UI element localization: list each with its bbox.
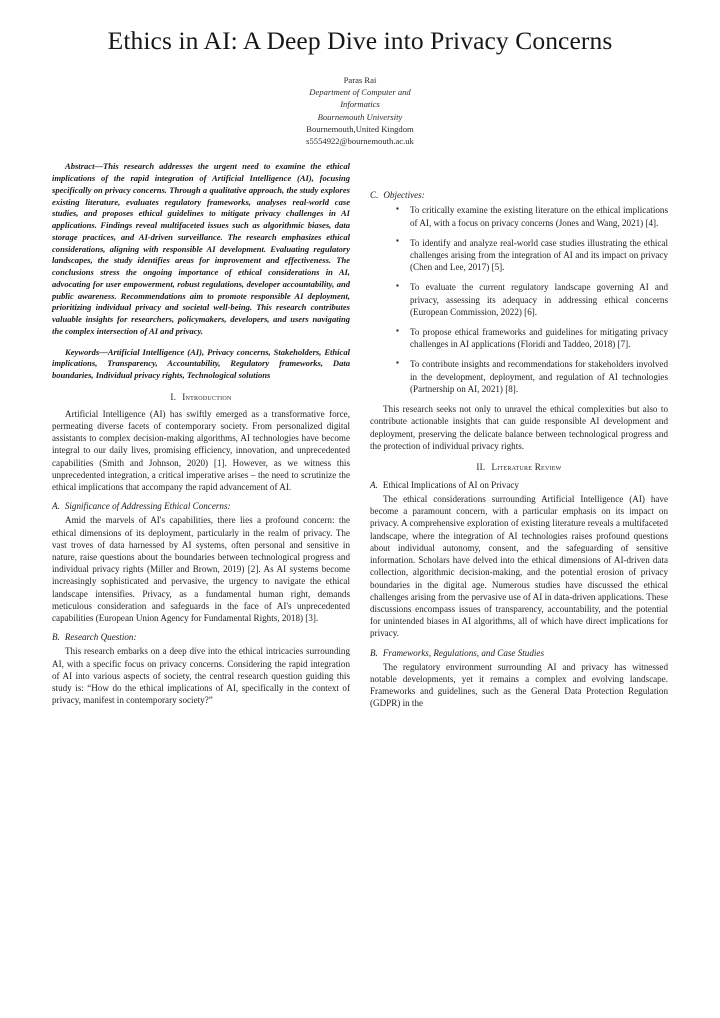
subsection-letter: A. bbox=[370, 480, 378, 491]
paragraph-research-question-1: This research embarks on a deep dive into the ethical intricacies surrounding AI, with a specific focus on privacy concerns. Considering the rapid integration of AI into various aspects of society, the central research question guiding this study is: “How do the ethical implications of AI, specifically in the context of privacy, manifest in contemporary society?” bbox=[52, 646, 350, 706]
subsection-heading-objectives bbox=[370, 190, 668, 200]
list-item bbox=[396, 325, 668, 350]
right-column bbox=[370, 161, 668, 716]
list-item bbox=[396, 357, 668, 395]
section-heading-literature-review bbox=[370, 462, 668, 472]
section-numeral: II. bbox=[476, 462, 486, 473]
author-department-line2: Informatics bbox=[340, 99, 380, 110]
abstract-label: Abstract— bbox=[65, 161, 103, 172]
subsection-title: Frameworks, Regulations, and Case Studies bbox=[382, 647, 544, 658]
paragraph-significance-1: Amid the marvels of AI's capabilities, there lies a profound concern: the ethical dimensions of its deployment, particularly in the realm of privacy. The vast troves of data harnessed by AI systems, often personal and sensitive in nature, raise questions about the boundaries between technological progress and individual privacy rights (Miller and Brown, 2019) [2]. As AI systems become increasingly sophisticated and pervasive, the urgency to navigate the ethical landscape intensifies. Privacy, as a fundamental human right, demands meticulous consideration and safeguards in the face of AI's unprecedented capabilities (European Union Agency for Fundamental Rights, 2018) [3]. bbox=[52, 515, 350, 624]
page-content bbox=[52, 26, 668, 946]
keywords-paragraph bbox=[52, 347, 350, 382]
subsection-title: Significance of Addressing Ethical Concerns: bbox=[64, 501, 231, 512]
author-email: s5554922@bournemouth.ac.uk bbox=[306, 136, 414, 147]
subsection-letter: B. bbox=[370, 647, 378, 658]
keywords-label: Keywords— bbox=[65, 346, 108, 357]
list-item bbox=[396, 203, 668, 228]
subsection-title: Research Question: bbox=[64, 632, 137, 643]
paragraph-frameworks-1: The regulatory environment surrounding AI and privacy has witnessed notable developments, yet it remains a complex and evolving landscape. Frameworks and guidelines, such as the General Data Protection Regulation (GDPR) in the bbox=[370, 661, 668, 709]
bullet-icon: ▪ bbox=[396, 357, 399, 367]
bullet-icon: ▪ bbox=[396, 236, 399, 246]
section-title: Literature Review bbox=[491, 462, 562, 473]
subsection-letter: B. bbox=[52, 632, 60, 643]
list-item-text: To propose ethical frameworks and guidelines for mitigating privacy challenges in AI applications (Floridi and Taddeo, 2018) [7]. bbox=[410, 327, 668, 350]
bullet-icon: ▪ bbox=[396, 203, 399, 213]
list-item-text: To contribute insights and recommendations for stakeholders involved in the development, deployment, and regulation of AI technologies (Partnership on AI, 2021) [8]. bbox=[410, 359, 668, 394]
list-item-text: To identify and analyze real-world case studies illustrating the ethical challenges arising from the integration of AI and its impact on privacy (Chen and Lee, 2017) [5]. bbox=[410, 237, 668, 273]
author-organization: Bournemouth University bbox=[317, 111, 403, 122]
subsection-title: Objectives: bbox=[383, 190, 425, 201]
list-item-text: To evaluate the current regulatory landscape governing AI and privacy, assessing its adequacy in addressing ethical concerns (European Commission, 2022) [6]. bbox=[410, 282, 668, 317]
paragraph-objectives-closing: This research seeks not only to unravel the ethical complexities but also to contribute actionable insights that can guide responsible AI development and deployment, preserving the delicate balance between technological progress and the protection of individual privacy rights. bbox=[370, 404, 668, 451]
subsection-heading-significance bbox=[52, 501, 350, 511]
page-title: Ethics in AI: A Deep Dive into Privacy Concerns bbox=[107, 26, 613, 55]
list-item bbox=[396, 236, 668, 274]
author-name: Paras Rai bbox=[343, 75, 377, 86]
abstract-paragraph bbox=[52, 161, 350, 337]
paragraph-ethical-implications-1: The ethical considerations surrounding Artificial Intelligence (AI) have become a paramount concern, with a particular emphasis on its impact on privacy. A comprehensive exploration of existing literature reveals a multifaceted landscape, where the integration of AI technologies raises profound questions about individual autonomy, consent, and the safeguarding of sensitive information. Scholars have delved into the ethical dimensions of AI-driven data collection, algorithmic decision-making, and the potential erosion of privacy boundaries in the digital age. Numerous studies have discussed the ethical challenges arising from the pervasive use of AI in data-driven applications. These discussions encompass issues of transparency, accountability, and the potential for unintended biases in AI algorithms, all of which have direct implications for privacy. bbox=[370, 494, 668, 639]
author-address: Bournemouth,United Kingdom bbox=[306, 123, 414, 134]
objectives-list bbox=[370, 204, 668, 395]
bullet-icon: ▪ bbox=[396, 325, 399, 335]
bullet-icon: ▪ bbox=[396, 280, 399, 290]
subsection-letter: C. bbox=[370, 190, 379, 201]
left-column bbox=[52, 161, 350, 713]
section-heading-introduction bbox=[52, 392, 350, 402]
abstract-text: This research addresses the urgent need to examine the ethical implications of the rapid integration of Artificial Intelligence (AI), focusing specifically on privacy concerns. Through a qualitative approach, the study explores existing literature, evaluates regulatory frameworks, analyses real-world case studies, and proposes ethical guidelines to mitigate privacy challenges in AI applications. Findings reveal multifaceted issues such as algorithmic biases, data storage practices, and AI-driven surveillance. The research emphasizes ethical considerations, aligning with responsible AI development. Evaluating regulatory landscapes, the study identifies areas for improvement and effectiveness. The conclusions stress the ongoing importance of ethical considerations in AI, advocating for user empowerment, robust regulations, developer accountability, and public awareness. Recommendations aim to promote responsible AI deployment, prioritizing individual privacy and societal well-being. This research contributes valuable insights for researchers, policymakers, developers, and users navigating the complex intersection of AI and privacy. bbox=[52, 161, 350, 336]
author-block bbox=[52, 74, 668, 147]
list-item-text: To critically examine the existing literature on the ethical implications of AI, with a focus on privacy concerns (Jones and Wang, 2021) [4]. bbox=[410, 205, 668, 228]
subsection-heading-frameworks bbox=[370, 648, 668, 658]
subsection-heading-research-question bbox=[52, 632, 350, 642]
author-department: Department of Computer and bbox=[309, 87, 411, 98]
section-numeral: I. bbox=[170, 391, 177, 402]
paragraph-intro-1: Artificial Intelligence (AI) has swiftly emerged as a transformative force, permeating diverse facets of contemporary society. From personalized digital assistants to complex decision-making algorithms, AI technologies have become integral to our daily lives, promising efficiency, innovation, and unprecedented capabilities (Smith and Johnson, 2020) [1]. However, as we witness this unprecedented integration, a critical imperative arises – the need to scrutinize the ethical implications that accompany the rapid advancement of AI. bbox=[52, 408, 350, 493]
keywords-text: Artificial Intelligence (AI), Privacy concerns, Stakeholders, Ethical implications, Transparency, Accountability, Regulatory frameworks, Data boundaries, Individual privacy rights, Technological solutions bbox=[52, 346, 350, 381]
two-column-body bbox=[52, 161, 668, 716]
subsection-letter: A. bbox=[52, 501, 60, 512]
subsection-heading-ethical-implications bbox=[370, 480, 668, 490]
subsection-title: Ethical Implications of AI on Privacy bbox=[382, 480, 519, 491]
list-item bbox=[396, 280, 668, 318]
section-title: Introduction bbox=[182, 391, 232, 402]
